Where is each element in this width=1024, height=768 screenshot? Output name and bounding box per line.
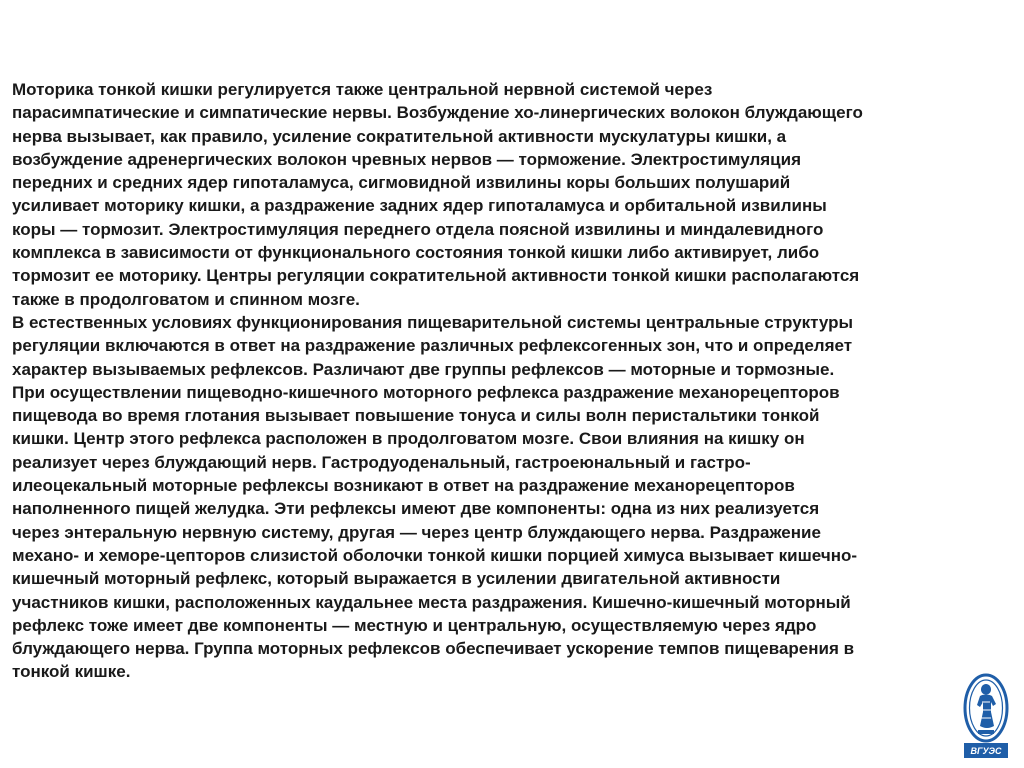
text-line: механо- и хеморе-цепторов слизистой оболочки тонкой кишки порцией химуса вызывает кишечно- <box>12 545 858 565</box>
paragraph-2 <box>12 311 1012 684</box>
text-line: возбуждение адренергических волокон чревных нервов — торможение. Электростимуляция <box>12 149 801 169</box>
text-line: регуляции включаются в ответ на раздражение различных рефлексогенных зон, что и определяет <box>12 336 853 356</box>
text-line: усиливает моторику кишки, а раздражение задних ядер гипоталамуса и орбитальной извилины <box>12 196 827 216</box>
text-line: тормозит ее моторику. Центры регуляции сократительной активности тонкой кишки располагаются <box>12 266 860 286</box>
text-line: реализует через блуждающий нерв. Гастродуоденальный, гастроеюнальный и гастро- <box>12 452 751 472</box>
paragraph-1 <box>12 78 1012 311</box>
text-line: блуждающего нерва. Группа моторных рефлексов обеспечивает ускорение темпов пищеварения в <box>12 639 855 659</box>
text-line: также в продолговатом и спинном мозге. <box>12 289 360 309</box>
text-line: характер вызываемых рефлексов. Различают две группы рефлексов — моторные и тормозные. <box>12 359 835 379</box>
text-line: нерва вызывает, как правило, усиление сократительной активности мускулатуры кишки, а <box>12 126 787 146</box>
logo-emblem-icon <box>962 672 1010 760</box>
text-line: В естественных условиях функционирования пищеварительной системы центральные структуры <box>12 312 854 332</box>
logo-text: ВГУЭС <box>970 746 1002 756</box>
text-line: комплекса в зависимости от функционального состояния тонкой кишки либо активирует, либо <box>12 243 820 263</box>
text-line: пищевода во время глотания вызывает повышение тонуса и силы волн перистальтики тонкой <box>12 406 820 426</box>
slide-text <box>12 78 1012 684</box>
text-line: передних и средних ядер гипоталамуса, сигмовидной извилины коры больших полушарий <box>12 173 791 193</box>
text-line: илеоцекальный моторные рефлексы возникают в ответ на раздражение механорецепторов <box>12 476 795 496</box>
text-line: через энтеральную нервную систему, другая — через центр блуждающего нерва. Раздражение <box>12 522 821 542</box>
text-line: кишечный моторный рефлекс, который выражается в усилении двигательной активности <box>12 569 781 589</box>
text-line: парасимпатические и симпатические нервы. Возбуждение хо-линергических волокон блуждающего <box>12 103 863 123</box>
text-line: наполненного пищей желудка. Эти рефлексы имеют две компоненты: одна из них реализуется <box>12 499 820 519</box>
text-line: Моторика тонкой кишки регулируется также центральной нервной системой через <box>12 80 713 99</box>
text-line: рефлекс тоже имеет две компоненты — местную и центральную, осуществляемую через ядро <box>12 615 817 635</box>
text-line: участников кишки, расположенных каудальнее места раздражения. Кишечно-кишечный моторный <box>12 592 851 612</box>
text-line: При осуществлении пищеводно-кишечного моторного рефлекса раздражение механорецепторов <box>12 382 840 402</box>
university-logo <box>962 672 1010 760</box>
text-line: коры — тормозит. Электростимуляция переднего отдела поясной извилины и миндалевидного <box>12 219 824 239</box>
text-line: тонкой кишке. <box>12 662 131 682</box>
text-line: кишки. Центр этого рефлекса расположен в продолговатом мозге. Свои влияния на кишку он <box>12 429 805 449</box>
